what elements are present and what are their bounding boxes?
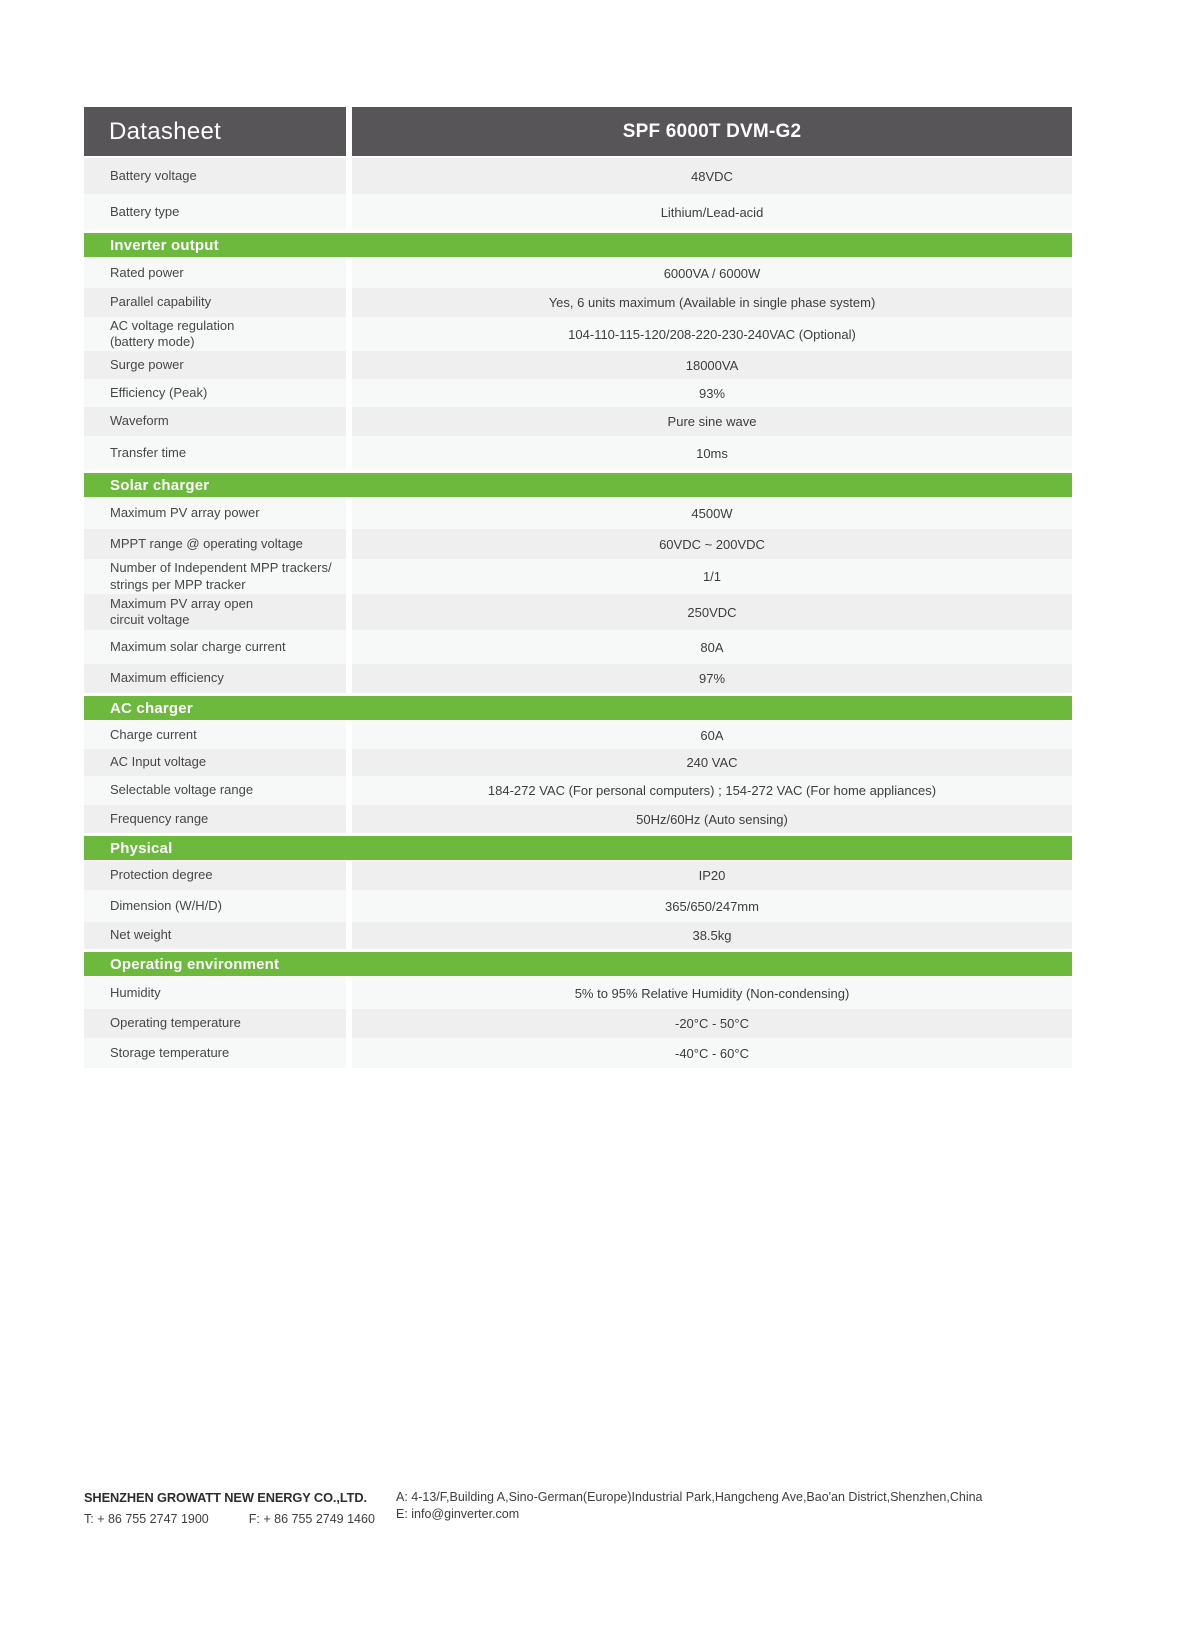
spec-value: Yes, 6 units maximum (Available in single phase system) — [352, 288, 1072, 317]
spec-label: AC Input voltage — [84, 749, 346, 776]
spec-label: Waveform — [84, 407, 346, 436]
row-ac-input-voltage — [84, 749, 1072, 776]
spec-value: 38.5kg — [352, 922, 1072, 949]
spec-label: Humidity — [84, 977, 346, 1009]
spec-label: Maximum efficiency — [84, 664, 346, 693]
row-storage-temperature — [84, 1038, 1072, 1068]
spec-value: Lithium/Lead-acid — [352, 194, 1072, 230]
section-header-ac-charger: AC charger — [84, 696, 1072, 720]
row-frequency-range — [84, 805, 1072, 833]
spec-value: 184-272 VAC (For personal computers) ; 154-272 VAC (For home appliances) — [352, 776, 1072, 805]
row-operating-temperature — [84, 1009, 1072, 1038]
spec-value: 48VDC — [352, 158, 1072, 194]
spec-label: Surge power — [84, 351, 346, 379]
datasheet-title: Datasheet — [84, 107, 346, 156]
spec-value: 93% — [352, 379, 1072, 407]
row-parallel-capability — [84, 288, 1072, 317]
row-battery-voltage — [84, 158, 1072, 194]
spec-value: 60VDC ~ 200VDC — [352, 529, 1072, 559]
row-selectable-voltage-range — [84, 776, 1072, 805]
spec-value: 4500W — [352, 498, 1072, 529]
section-header-operating-environment: Operating environment — [84, 952, 1072, 976]
row-max-solar-charge-current — [84, 630, 1072, 664]
spec-label: Battery type — [84, 194, 346, 230]
row-mppt-range — [84, 529, 1072, 559]
row-humidity — [84, 977, 1072, 1009]
spec-value: 50Hz/60Hz (Auto sensing) — [352, 805, 1072, 833]
footer-phone-line — [84, 1512, 396, 1526]
spec-label: Protection degree — [84, 861, 346, 890]
spec-value: -20°C - 50°C — [352, 1009, 1072, 1038]
spec-value: 18000VA — [352, 351, 1072, 379]
spec-label: Transfer time — [84, 436, 346, 470]
spec-label: Rated power — [84, 258, 346, 288]
spec-label: Maximum solar charge current — [84, 630, 346, 664]
row-transfer-time — [84, 436, 1072, 470]
footer-contact-block — [396, 1490, 1124, 1526]
spec-label: Selectable voltage range — [84, 776, 346, 805]
spec-label: Net weight — [84, 922, 346, 949]
row-ac-voltage-regulation — [84, 317, 1072, 351]
spec-value: 97% — [352, 664, 1072, 693]
spec-label: AC voltage regulation (battery mode) — [84, 317, 346, 351]
spec-value: Pure sine wave — [352, 407, 1072, 436]
company-name: SHENZHEN GROWATT NEW ENERGY CO.,LTD. — [84, 1490, 367, 1505]
row-max-pv-open-circuit-voltage — [84, 594, 1072, 630]
section-header-physical: Physical — [84, 836, 1072, 860]
row-charge-current — [84, 721, 1072, 749]
footer-company-block — [84, 1490, 396, 1526]
row-battery-type — [84, 194, 1072, 230]
datasheet-table — [84, 107, 1072, 1068]
spec-value: 10ms — [352, 436, 1072, 470]
company-address: A: 4-13/F,Building A,Sino-German(Europe)Industrial Park,Hangcheng Ave,Bao'an District,Shenzhen,China — [396, 1490, 983, 1504]
spec-value: 60A — [352, 721, 1072, 749]
row-efficiency-peak — [84, 379, 1072, 407]
row-mpp-trackers — [84, 559, 1072, 594]
telephone-number: T: + 86 755 2747 1900 — [84, 1512, 209, 1526]
spec-label: Charge current — [84, 721, 346, 749]
spec-label: Maximum PV array open circuit voltage — [84, 594, 346, 630]
section-header-solar-charger: Solar charger — [84, 473, 1072, 497]
spec-value: IP20 — [352, 861, 1072, 890]
spec-label: Storage temperature — [84, 1038, 346, 1068]
spec-value: 104-110-115-120/208-220-230-240VAC (Optional) — [352, 317, 1072, 351]
spec-value: 1/1 — [352, 559, 1072, 594]
spec-value: 5% to 95% Relative Humidity (Non-condensing) — [352, 977, 1072, 1009]
company-email: E: info@ginverter.com — [396, 1507, 520, 1521]
spec-value: -40°C - 60°C — [352, 1038, 1072, 1068]
spec-label: Maximum PV array power — [84, 498, 346, 529]
spec-value: 240 VAC — [352, 749, 1072, 776]
row-protection-degree — [84, 861, 1072, 890]
spec-value: 250VDC — [352, 594, 1072, 630]
page-footer — [84, 1490, 1124, 1526]
spec-label: Battery voltage — [84, 158, 346, 194]
spec-value: 80A — [352, 630, 1072, 664]
row-rated-power — [84, 258, 1072, 288]
spec-label: Dimension (W/H/D) — [84, 890, 346, 922]
spec-value: 6000VA / 6000W — [352, 258, 1072, 288]
product-name: SPF 6000T DVM-G2 — [352, 107, 1072, 156]
fax-number: F: + 86 755 2749 1460 — [248, 1512, 375, 1526]
spec-label: Efficiency (Peak) — [84, 379, 346, 407]
spec-value: 365/650/247mm — [352, 890, 1072, 922]
spec-label: Frequency range — [84, 805, 346, 833]
spec-label: Parallel capability — [84, 288, 346, 317]
table-header — [84, 107, 1072, 156]
row-max-efficiency — [84, 664, 1072, 693]
row-max-pv-array-power — [84, 498, 1072, 529]
row-dimension — [84, 890, 1072, 922]
row-surge-power — [84, 351, 1072, 379]
spec-label: Operating temperature — [84, 1009, 346, 1038]
section-header-inverter-output: Inverter output — [84, 233, 1072, 257]
row-net-weight — [84, 922, 1072, 949]
spec-label: Number of Independent MPP trackers/ strings per MPP tracker — [84, 559, 346, 594]
row-waveform — [84, 407, 1072, 436]
spec-label: MPPT range @ operating voltage — [84, 529, 346, 559]
